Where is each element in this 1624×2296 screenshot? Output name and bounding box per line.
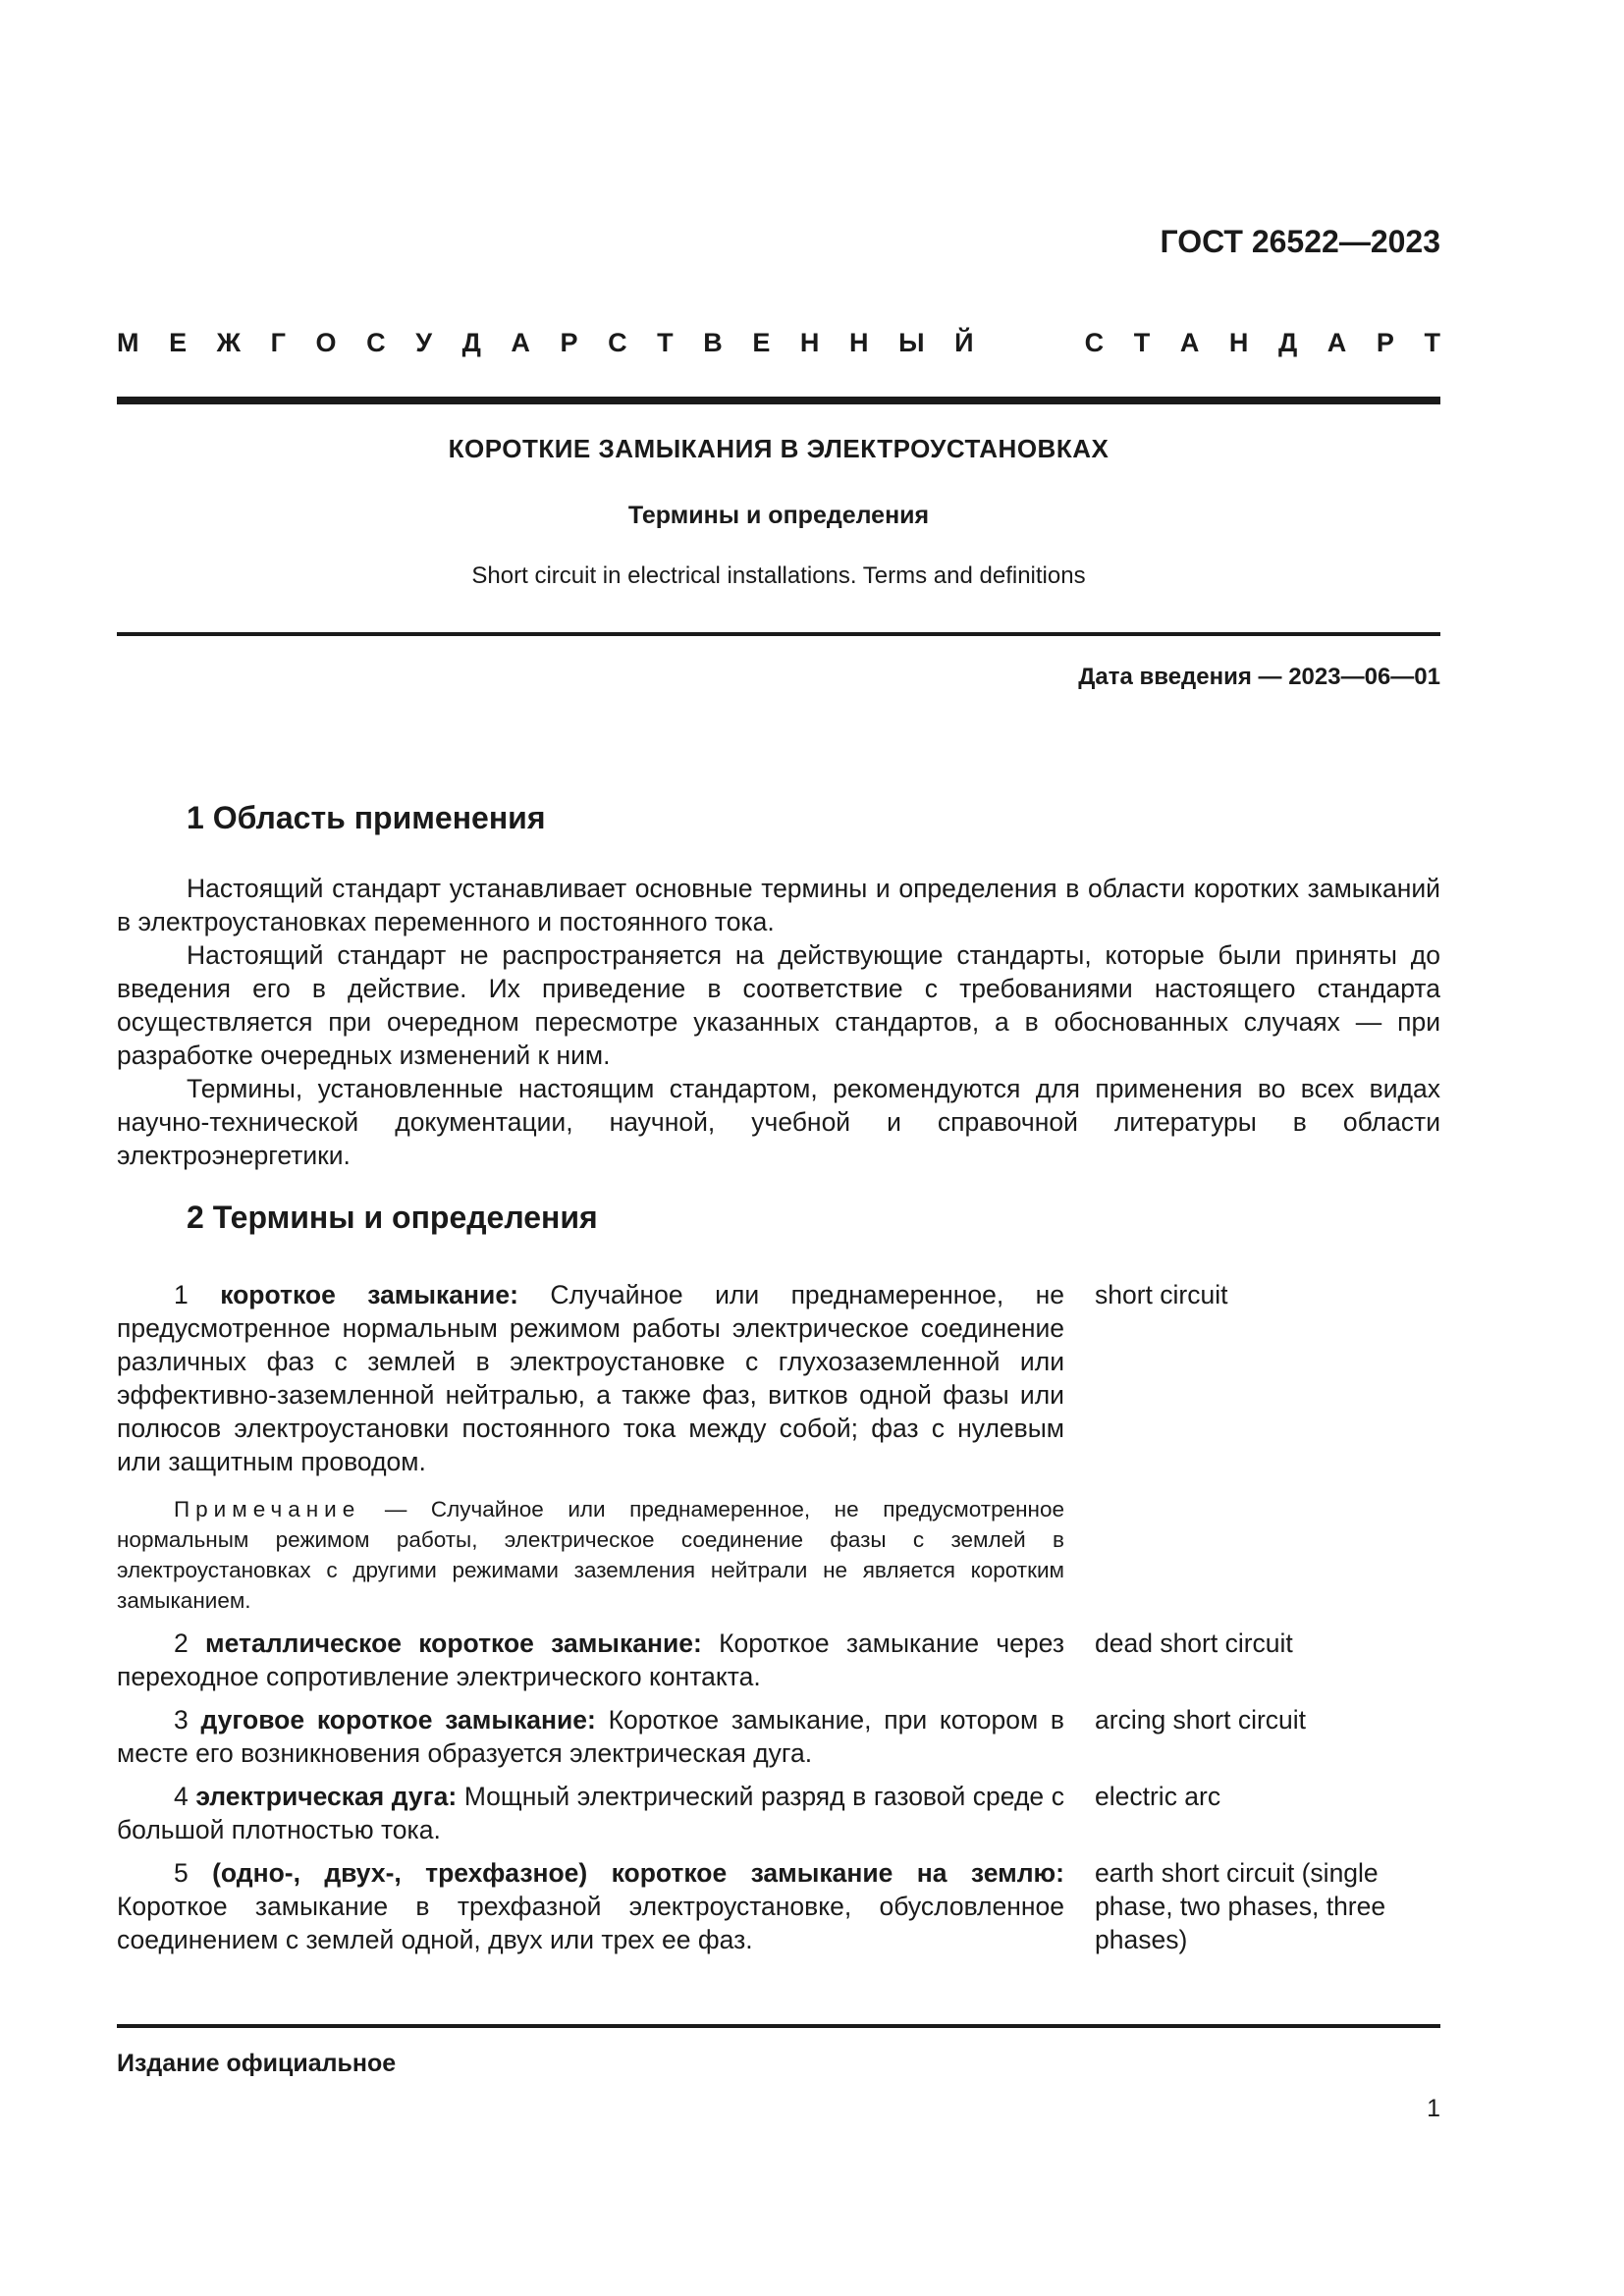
section-1-body (117, 872, 1440, 1172)
heading-letter: Й (954, 328, 974, 357)
heading-letter: Ы (898, 328, 925, 357)
paragraph: Термины, установленные настоящим стандартом, рекомендуются для применения во всех видах научно-технической документации, научной, учебной и справочной литературы в области электроэнергетики. (117, 1074, 1440, 1170)
heading-letter: Т (657, 328, 674, 357)
heading-letter: М (117, 328, 139, 357)
footer-divider (117, 2024, 1440, 2028)
edition-label: Издание официальное (117, 2050, 397, 2077)
term-name: дуговое короткое замыкание: (200, 1705, 596, 1735)
term-entry (117, 1703, 1064, 1770)
term-name: электрическая дуга: (195, 1782, 458, 1811)
term-name: металлическое короткое замыкание: (205, 1629, 702, 1658)
term-entry (117, 1856, 1064, 1956)
title-divider (117, 632, 1440, 636)
heading-letter: О (315, 328, 337, 357)
heading-letter: А (511, 328, 530, 357)
paragraph: Настоящий стандарт не распространяется на действующие стандарты, которые были приняты до введения его в действие. Их приведение в соответствие с требованиями настоящего стандарта осуществляется при очередном пересмотре указанных стандартов, а в обоснованных случаях — при разработке очередных изменений к ним. (117, 940, 1440, 1070)
term-definition: Случайное или преднамеренное, не предусмотренное нормальным режимом работы электрическое соединение различных фаз с землей в электроустановке с глухозаземленной или эффективно-заземленной нейтралью, а также фаз, витков одной фазы или полюсов электроустановки постоянного тока между собой; фаз с нулевым или защитным проводом. (117, 1280, 1064, 1476)
term-english: short circuit (1095, 1280, 1228, 1309)
term-english: dead short circuit (1095, 1629, 1293, 1658)
heading-letter: А (1179, 328, 1200, 357)
heading-letter: Д (461, 328, 481, 357)
term-number: 1 (174, 1280, 189, 1309)
heading-letter: Р (1376, 328, 1394, 357)
heading-letter: Р (560, 328, 578, 357)
page-number: 1 (1427, 2095, 1440, 2122)
term-english: earth short circuit (single phase, two phases, three phases) (1095, 1858, 1386, 1954)
term-name: короткое замыкание: (220, 1280, 518, 1309)
note-label: Примечание (174, 1497, 361, 1522)
introduction-date: Дата введения — 2023—06—01 (1078, 664, 1440, 690)
term-definition: Короткое замыкание, при котором в месте его возникновения образуется электрическая дуга. (117, 1705, 1064, 1768)
heading-letter: Е (752, 328, 771, 357)
heading-letter: Т (1133, 328, 1151, 357)
term-entry (117, 1627, 1064, 1693)
doc-number: ГОСТ 26522—2023 (1160, 224, 1440, 259)
heading-letter: Н (1228, 328, 1249, 357)
document-subtitle: Термины и определения (627, 502, 930, 529)
term-number: 2 (174, 1629, 189, 1658)
heading-letter: Ж (216, 328, 242, 357)
term-number: 3 (174, 1705, 189, 1735)
document-title: КОРОТКИЕ ЗАМЫКАНИЯ В ЭЛЕКТРОУСТАНОВКАХ (448, 434, 1110, 463)
heading-letter: У (415, 328, 433, 357)
standard-type-heading (117, 328, 1440, 358)
term-english: electric arc (1095, 1782, 1221, 1811)
term-definition: Короткое замыкание в трехфазной электроустановке, обусловленное соединением с землей одной, двух или трех ее фаз. (117, 1892, 1064, 1954)
term-definition: Мощный электрический разряд в газовой среде с большой плотностью тока. (117, 1782, 1064, 1844)
section-2-title: 2 Термины и определения (187, 1200, 598, 1235)
document-title-english: Short circuit in electrical installations. Terms and definitions (471, 562, 1086, 589)
term-number: 5 (174, 1858, 189, 1888)
heading-letter: Н (799, 328, 820, 357)
heading-letter: Д (1277, 328, 1298, 357)
term-number: 4 (174, 1782, 189, 1811)
heading-letter: С (366, 328, 386, 357)
heading-letter: С (1084, 328, 1105, 357)
heading-letter: С (608, 328, 627, 357)
term-name: (одно-, двух-, трехфазное) короткое замыкание на землю: (212, 1858, 1064, 1888)
section-1-title: 1 Область применения (187, 800, 546, 835)
heading-letter: Н (849, 328, 869, 357)
note-text: — Случайное или преднамеренное, не предусмотренное нормальным режимом работы, электрическое соединение фазы с землей в электроустановках с другими режимами заземления нейтрали не является коротким замыканием. (117, 1497, 1064, 1613)
heading-letter: Т (1424, 328, 1440, 357)
term-entry (117, 1780, 1064, 1846)
term-entry (117, 1278, 1064, 1478)
term-english: arcing short circuit (1095, 1705, 1307, 1735)
heading-letter: Г (270, 328, 286, 357)
paragraph: Настоящий стандарт устанавливает основные термины и определения в области коротких замыканий в электроустановках переменного и постоянного тока. (117, 874, 1440, 936)
heading-letter: Е (169, 328, 188, 357)
header-divider (117, 397, 1440, 404)
heading-letter: В (703, 328, 723, 357)
term-definition: Короткое замыкание через переходное сопротивление электрического контакта. (117, 1629, 1064, 1691)
heading-letter: А (1326, 328, 1347, 357)
note-block (117, 1494, 1064, 1616)
